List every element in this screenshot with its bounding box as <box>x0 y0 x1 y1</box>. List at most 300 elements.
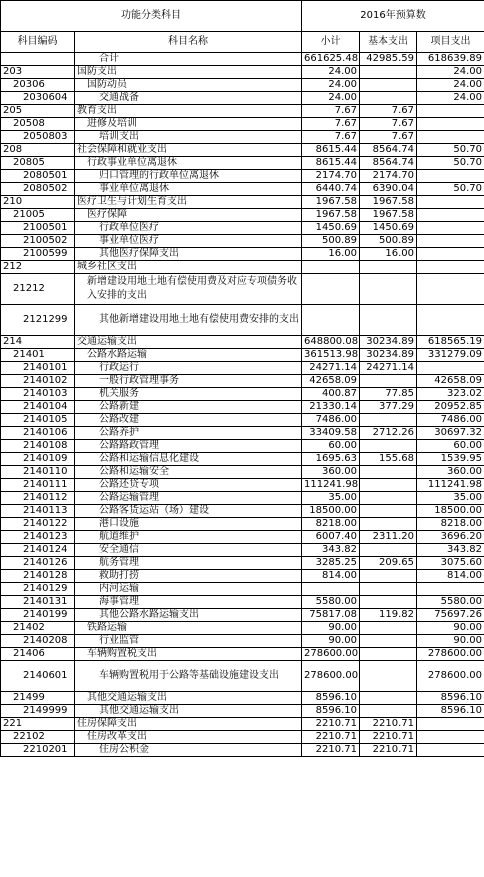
cell-basic <box>360 79 417 92</box>
cell-name: 公路养护 <box>75 427 302 440</box>
table-row <box>1 235 484 248</box>
table-row <box>1 479 484 492</box>
cell-code: 21212 <box>1 274 75 305</box>
cell-name: 公路还贷专项 <box>75 479 302 492</box>
cell-code: 2140105 <box>1 414 75 427</box>
cell-name: 交通战备 <box>75 92 302 105</box>
cell-basic: 30234.89 <box>360 349 417 362</box>
cell-name: 行政运行 <box>75 362 302 375</box>
cell-project: 20952.85 <box>417 401 484 414</box>
table-row <box>1 53 484 66</box>
table-row <box>1 427 484 440</box>
cell-code: 208 <box>1 144 75 157</box>
header-code: 科目编码 <box>1 32 75 53</box>
cell-project: 24.00 <box>417 79 484 92</box>
cell-name: 公路水路运输 <box>75 349 302 362</box>
cell-project: 75697.26 <box>417 609 484 622</box>
table-row <box>1 648 484 661</box>
cell-project <box>417 235 484 248</box>
cell-project: 618565.19 <box>417 336 484 349</box>
cell-subtotal: 5580.00 <box>302 596 360 609</box>
cell-basic: 30234.89 <box>360 336 417 349</box>
cell-name: 交通运输支出 <box>75 336 302 349</box>
cell-name: 车辆购置税用于公路等基础设施建设支出 <box>75 661 302 692</box>
cell-basic <box>360 440 417 453</box>
cell-project: 90.00 <box>417 622 484 635</box>
cell-name: 公路运输管理 <box>75 492 302 505</box>
table-row <box>1 388 484 401</box>
table-row <box>1 583 484 596</box>
table-row <box>1 570 484 583</box>
cell-project: 8218.00 <box>417 518 484 531</box>
cell-name: 合计 <box>75 53 302 66</box>
cell-code: 2210201 <box>1 744 75 757</box>
cell-name: 医疗卫生与计划生育支出 <box>75 196 302 209</box>
table-row <box>1 622 484 635</box>
cell-basic: 2210.71 <box>360 731 417 744</box>
cell-basic <box>360 66 417 79</box>
cell-subtotal: 33409.58 <box>302 427 360 440</box>
table-row <box>1 157 484 170</box>
cell-subtotal: 3285.25 <box>302 557 360 570</box>
cell-subtotal: 7.67 <box>302 105 360 118</box>
cell-name: 新增建设用地土地有偿使用费及对应专项债务收入安排的支出 <box>75 274 302 305</box>
cell-code: 2140108 <box>1 440 75 453</box>
cell-basic <box>360 661 417 692</box>
table-row <box>1 505 484 518</box>
cell-name: 国防动员 <box>75 79 302 92</box>
cell-code: 2140109 <box>1 453 75 466</box>
table-row <box>1 274 484 305</box>
cell-subtotal: 278600.00 <box>302 648 360 661</box>
cell-code: 21406 <box>1 648 75 661</box>
cell-subtotal: 1450.69 <box>302 222 360 235</box>
cell-subtotal: 24.00 <box>302 66 360 79</box>
table-row <box>1 544 484 557</box>
cell-basic: 6390.04 <box>360 183 417 196</box>
cell-code: 2140106 <box>1 427 75 440</box>
header-budget: 2016年预算数 <box>302 1 484 32</box>
table-row <box>1 744 484 757</box>
cell-basic: 77.85 <box>360 388 417 401</box>
cell-basic: 2210.71 <box>360 744 417 757</box>
cell-basic: 1967.58 <box>360 196 417 209</box>
cell-name: 事业单位离退休 <box>75 183 302 196</box>
cell-project: 3696.20 <box>417 531 484 544</box>
cell-project: 111241.98 <box>417 479 484 492</box>
cell-subtotal: 2174.70 <box>302 170 360 183</box>
cell-name: 国防支出 <box>75 66 302 79</box>
cell-project <box>417 131 484 144</box>
cell-name: 其他医疗保障支出 <box>75 248 302 261</box>
cell-project <box>417 731 484 744</box>
table-row <box>1 453 484 466</box>
cell-basic: 155.68 <box>360 453 417 466</box>
cell-project: 50.70 <box>417 183 484 196</box>
cell-subtotal: 8615.44 <box>302 157 360 170</box>
cell-basic <box>360 622 417 635</box>
cell-code: 2140110 <box>1 466 75 479</box>
table-row <box>1 105 484 118</box>
cell-code: 2140131 <box>1 596 75 609</box>
cell-basic: 2712.26 <box>360 427 417 440</box>
cell-subtotal: 21330.14 <box>302 401 360 414</box>
cell-name: 社会保障和就业支出 <box>75 144 302 157</box>
cell-code: 2140208 <box>1 635 75 648</box>
cell-name: 公路新建 <box>75 401 302 414</box>
cell-basic: 24271.14 <box>360 362 417 375</box>
cell-subtotal: 111241.98 <box>302 479 360 492</box>
cell-basic <box>360 375 417 388</box>
cell-name: 海事管理 <box>75 596 302 609</box>
cell-project: 323.02 <box>417 388 484 401</box>
cell-project: 278600.00 <box>417 648 484 661</box>
table-row <box>1 118 484 131</box>
cell-project: 278600.00 <box>417 661 484 692</box>
cell-subtotal: 7486.00 <box>302 414 360 427</box>
cell-project: 814.00 <box>417 570 484 583</box>
cell-name: 内河运输 <box>75 583 302 596</box>
header-name: 科目名称 <box>75 32 302 53</box>
cell-basic <box>360 570 417 583</box>
cell-basic <box>360 705 417 718</box>
cell-name: 进修及培训 <box>75 118 302 131</box>
cell-code: 2100501 <box>1 222 75 235</box>
cell-subtotal: 7.67 <box>302 118 360 131</box>
cell-project: 24.00 <box>417 66 484 79</box>
cell-project <box>417 209 484 222</box>
cell-project: 50.70 <box>417 157 484 170</box>
header-basic: 基本支出 <box>360 32 417 53</box>
table-row <box>1 440 484 453</box>
cell-name: 航务管理 <box>75 557 302 570</box>
cell-basic: 1967.58 <box>360 209 417 222</box>
cell-basic: 7.67 <box>360 131 417 144</box>
cell-name: 车辆购置税支出 <box>75 648 302 661</box>
table-row <box>1 349 484 362</box>
cell-code: 221 <box>1 718 75 731</box>
cell-basic <box>360 305 417 336</box>
table-row <box>1 209 484 222</box>
cell-name: 其他交通运输支出 <box>75 692 302 705</box>
cell-subtotal: 8596.10 <box>302 692 360 705</box>
cell-basic: 500.89 <box>360 235 417 248</box>
table-row <box>1 305 484 336</box>
cell-name: 公路客货运站（场）建设 <box>75 505 302 518</box>
cell-project: 90.00 <box>417 635 484 648</box>
cell-subtotal: 75817.08 <box>302 609 360 622</box>
cell-name: 培训支出 <box>75 131 302 144</box>
cell-basic <box>360 479 417 492</box>
header-row-top <box>1 1 484 32</box>
cell-project <box>417 196 484 209</box>
cell-basic: 119.82 <box>360 609 417 622</box>
cell-project: 42658.09 <box>417 375 484 388</box>
table-row <box>1 248 484 261</box>
cell-basic <box>360 505 417 518</box>
cell-basic <box>360 92 417 105</box>
cell-name: 事业单位医疗 <box>75 235 302 248</box>
cell-name: 救助打捞 <box>75 570 302 583</box>
cell-basic <box>360 466 417 479</box>
cell-subtotal: 814.00 <box>302 570 360 583</box>
cell-code <box>1 53 75 66</box>
cell-subtotal: 35.00 <box>302 492 360 505</box>
cell-project <box>417 170 484 183</box>
table-row <box>1 362 484 375</box>
cell-name: 安全通信 <box>75 544 302 557</box>
cell-name: 其他新增建设用地土地有偿使用费安排的支出 <box>75 305 302 336</box>
cell-code: 2149999 <box>1 705 75 718</box>
cell-name: 一般行政管理事务 <box>75 375 302 388</box>
cell-project: 1539.95 <box>417 453 484 466</box>
cell-subtotal: 90.00 <box>302 635 360 648</box>
cell-subtotal: 1695.63 <box>302 453 360 466</box>
cell-subtotal <box>302 274 360 305</box>
cell-subtotal <box>302 583 360 596</box>
cell-subtotal <box>302 261 360 274</box>
cell-code: 2140102 <box>1 375 75 388</box>
table-row <box>1 661 484 692</box>
header-subtotal: 小计 <box>302 32 360 53</box>
cell-project: 3075.60 <box>417 557 484 570</box>
cell-code: 21402 <box>1 622 75 635</box>
table-row <box>1 79 484 92</box>
cell-subtotal: 8615.44 <box>302 144 360 157</box>
cell-subtotal: 1967.58 <box>302 209 360 222</box>
cell-basic <box>360 635 417 648</box>
cell-subtotal: 2210.71 <box>302 731 360 744</box>
cell-basic: 7.67 <box>360 105 417 118</box>
cell-subtotal: 8218.00 <box>302 518 360 531</box>
cell-name: 机关服务 <box>75 388 302 401</box>
cell-subtotal: 361513.98 <box>302 349 360 362</box>
cell-subtotal: 400.87 <box>302 388 360 401</box>
cell-code: 2030604 <box>1 92 75 105</box>
cell-project <box>417 222 484 235</box>
cell-name: 教育支出 <box>75 105 302 118</box>
cell-project <box>417 248 484 261</box>
cell-project <box>417 305 484 336</box>
cell-basic: 1450.69 <box>360 222 417 235</box>
cell-name: 归口管理的行政单位离退休 <box>75 170 302 183</box>
table-row <box>1 196 484 209</box>
cell-code: 2140129 <box>1 583 75 596</box>
cell-project <box>417 105 484 118</box>
cell-subtotal: 24.00 <box>302 92 360 105</box>
cell-subtotal: 16.00 <box>302 248 360 261</box>
cell-code: 2140124 <box>1 544 75 557</box>
cell-code: 2140199 <box>1 609 75 622</box>
table-row <box>1 518 484 531</box>
table-body <box>1 53 484 757</box>
table-row <box>1 131 484 144</box>
cell-code: 2140103 <box>1 388 75 401</box>
cell-subtotal: 360.00 <box>302 466 360 479</box>
cell-code: 2121299 <box>1 305 75 336</box>
cell-code: 2140113 <box>1 505 75 518</box>
cell-basic <box>360 544 417 557</box>
cell-project: 343.82 <box>417 544 484 557</box>
cell-code: 212 <box>1 261 75 274</box>
cell-code: 20508 <box>1 118 75 131</box>
cell-subtotal: 90.00 <box>302 622 360 635</box>
cell-subtotal: 2210.71 <box>302 744 360 757</box>
cell-basic: 209.65 <box>360 557 417 570</box>
cell-basic: 42985.59 <box>360 53 417 66</box>
table-row <box>1 401 484 414</box>
cell-code: 22102 <box>1 731 75 744</box>
table-row <box>1 414 484 427</box>
cell-subtotal: 6440.74 <box>302 183 360 196</box>
cell-project <box>417 261 484 274</box>
cell-basic: 2210.71 <box>360 718 417 731</box>
cell-subtotal: 278600.00 <box>302 661 360 692</box>
cell-subtotal: 42658.09 <box>302 375 360 388</box>
cell-basic <box>360 648 417 661</box>
cell-name: 公路路政管理 <box>75 440 302 453</box>
cell-name: 行业监管 <box>75 635 302 648</box>
table-row <box>1 375 484 388</box>
cell-project: 8596.10 <box>417 692 484 705</box>
cell-project: 331279.09 <box>417 349 484 362</box>
cell-project: 18500.00 <box>417 505 484 518</box>
table-row <box>1 66 484 79</box>
cell-basic: 2311.20 <box>360 531 417 544</box>
table-row <box>1 336 484 349</box>
cell-subtotal: 648800.08 <box>302 336 360 349</box>
table-row <box>1 92 484 105</box>
cell-code: 21401 <box>1 349 75 362</box>
cell-code: 2140123 <box>1 531 75 544</box>
cell-name: 铁路运输 <box>75 622 302 635</box>
cell-subtotal: 24271.14 <box>302 362 360 375</box>
cell-code: 2140101 <box>1 362 75 375</box>
cell-project <box>417 274 484 305</box>
cell-name: 住房保障支出 <box>75 718 302 731</box>
cell-name: 港口设施 <box>75 518 302 531</box>
cell-project: 35.00 <box>417 492 484 505</box>
cell-name: 公路和运输信息化建设 <box>75 453 302 466</box>
table-row <box>1 261 484 274</box>
cell-code: 2140126 <box>1 557 75 570</box>
table-row <box>1 731 484 744</box>
cell-name: 航道维护 <box>75 531 302 544</box>
table-row <box>1 492 484 505</box>
cell-name: 其他公路水路运输支出 <box>75 609 302 622</box>
cell-code: 21499 <box>1 692 75 705</box>
cell-code: 205 <box>1 105 75 118</box>
table-row <box>1 557 484 570</box>
cell-project <box>417 744 484 757</box>
cell-subtotal: 1967.58 <box>302 196 360 209</box>
cell-project: 24.00 <box>417 92 484 105</box>
table-row <box>1 705 484 718</box>
cell-subtotal: 661625.48 <box>302 53 360 66</box>
cell-project: 8596.10 <box>417 705 484 718</box>
cell-code: 2080502 <box>1 183 75 196</box>
cell-project: 60.00 <box>417 440 484 453</box>
cell-project <box>417 362 484 375</box>
cell-code: 210 <box>1 196 75 209</box>
cell-project <box>417 118 484 131</box>
cell-name: 住房公积金 <box>75 744 302 757</box>
cell-project: 30697.32 <box>417 427 484 440</box>
cell-code: 2140104 <box>1 401 75 414</box>
cell-basic: 8564.74 <box>360 157 417 170</box>
cell-subtotal: 343.82 <box>302 544 360 557</box>
table-row <box>1 466 484 479</box>
cell-code: 2140111 <box>1 479 75 492</box>
header-row-sub <box>1 32 484 53</box>
cell-code: 2100599 <box>1 248 75 261</box>
cell-code: 2050803 <box>1 131 75 144</box>
cell-basic <box>360 518 417 531</box>
cell-name: 医疗保障 <box>75 209 302 222</box>
table-row <box>1 144 484 157</box>
cell-basic <box>360 261 417 274</box>
table-row <box>1 635 484 648</box>
header-project: 项目支出 <box>417 32 484 53</box>
cell-name: 住房改革支出 <box>75 731 302 744</box>
cell-project <box>417 583 484 596</box>
cell-subtotal: 500.89 <box>302 235 360 248</box>
cell-code: 203 <box>1 66 75 79</box>
cell-subtotal: 2210.71 <box>302 718 360 731</box>
cell-code: 2100502 <box>1 235 75 248</box>
cell-name: 公路和运输安全 <box>75 466 302 479</box>
cell-name: 城乡社区支出 <box>75 261 302 274</box>
cell-subtotal <box>302 305 360 336</box>
header-category: 功能分类科目 <box>1 1 302 32</box>
cell-name: 行政事业单位离退休 <box>75 157 302 170</box>
cell-subtotal: 60.00 <box>302 440 360 453</box>
cell-basic: 16.00 <box>360 248 417 261</box>
cell-name: 其他交通运输支出 <box>75 705 302 718</box>
cell-code: 2140112 <box>1 492 75 505</box>
table-row <box>1 222 484 235</box>
cell-basic <box>360 692 417 705</box>
cell-subtotal: 18500.00 <box>302 505 360 518</box>
cell-code: 214 <box>1 336 75 349</box>
table-row <box>1 718 484 731</box>
cell-basic <box>360 414 417 427</box>
cell-project: 618639.89 <box>417 53 484 66</box>
cell-subtotal: 8596.10 <box>302 705 360 718</box>
cell-project: 50.70 <box>417 144 484 157</box>
cell-subtotal: 7.67 <box>302 131 360 144</box>
cell-code: 2080501 <box>1 170 75 183</box>
cell-name: 公路改建 <box>75 414 302 427</box>
cell-basic: 2174.70 <box>360 170 417 183</box>
cell-basic: 8564.74 <box>360 144 417 157</box>
table-row <box>1 531 484 544</box>
cell-project: 7486.00 <box>417 414 484 427</box>
cell-project: 5580.00 <box>417 596 484 609</box>
cell-basic <box>360 596 417 609</box>
cell-subtotal: 6007.40 <box>302 531 360 544</box>
cell-name: 行政单位医疗 <box>75 222 302 235</box>
cell-code: 2140128 <box>1 570 75 583</box>
table-row <box>1 596 484 609</box>
cell-code: 2140601 <box>1 661 75 692</box>
cell-code: 20805 <box>1 157 75 170</box>
table-row <box>1 609 484 622</box>
cell-project <box>417 718 484 731</box>
cell-basic <box>360 492 417 505</box>
cell-code: 2140122 <box>1 518 75 531</box>
cell-basic <box>360 583 417 596</box>
